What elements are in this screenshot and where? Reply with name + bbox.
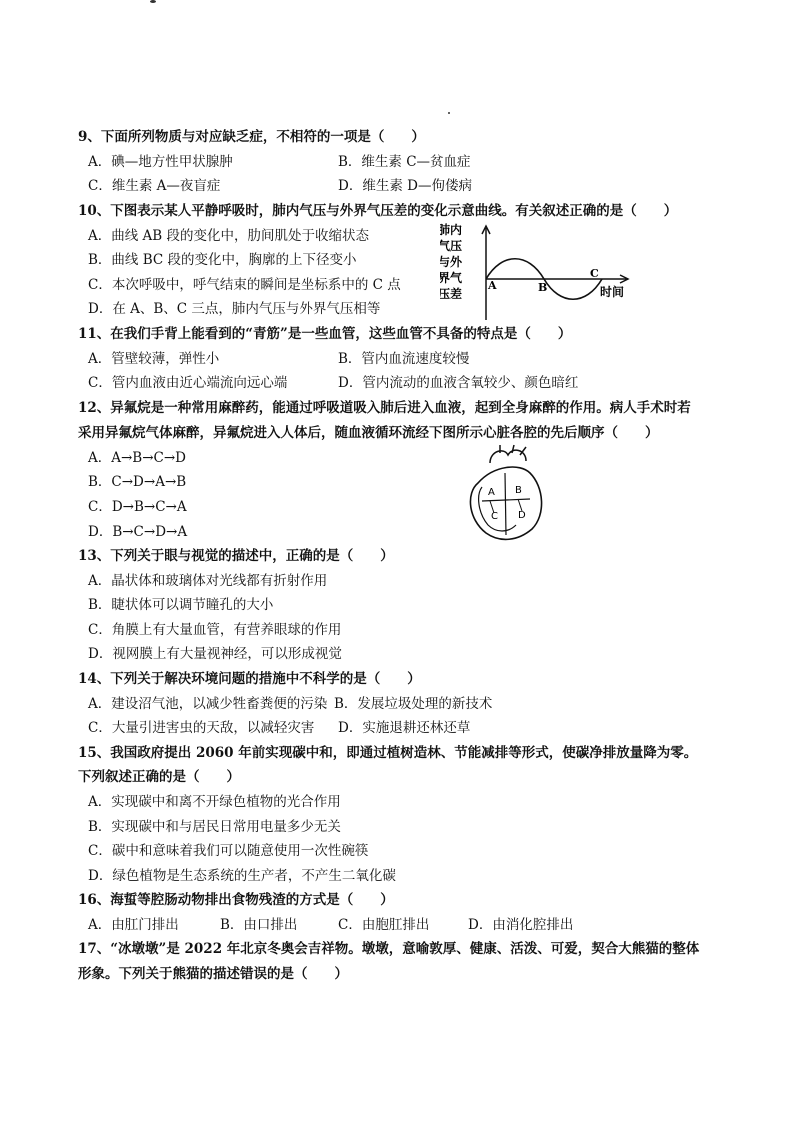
q11-option-d: D．管内流动的血液含氧较少、颜色暗红: [338, 375, 579, 391]
q12-option-b: B．C→D→A→B: [88, 474, 187, 490]
q16-stem: 16、海蜇等腔肠动物排出食物残渣的方式是（ ）: [78, 892, 394, 908]
q11-stem: 11、在我们手背上能看到的“青筋”是一些血管，这些血管不具备的特点是（ ）: [78, 326, 572, 342]
heart-label-c: C: [491, 511, 498, 522]
q10-option-d: D．在 A、B、C 三点，肺内气压与外界气压相等: [88, 301, 381, 317]
q13-option-c: C．角膜上有大量血管，有营养眼球的作用: [88, 622, 342, 638]
q9-option-b: B．维生素 C—贫血症: [338, 154, 471, 170]
q16-option-a: A．由肛门排出: [88, 917, 179, 933]
q11-option-b: B．管内血流速度较慢: [338, 351, 470, 367]
y-label-4: 界气: [440, 271, 463, 285]
q13-option-a: A．晶状体和玻璃体对光线都有折射作用: [88, 573, 328, 589]
q10-stem: 10、下图表示某人平静呼吸时，肺内气压与外界气压差的变化示意曲线。有关叙述正确的是（ ）: [78, 203, 678, 219]
heart-vessels: [490, 450, 526, 463]
heart-label-a: A: [488, 487, 495, 498]
q13-option-b: B．睫状体可以调节瞳孔的大小: [88, 597, 274, 613]
x-axis-label: 时间: [600, 285, 625, 299]
heart-label-b: B: [515, 485, 522, 496]
q9-option-a: A．碘—地方性甲状腺肿: [88, 154, 233, 170]
q14-option-a: A．建设沼气池，以减少牲畜粪便的污染: [88, 696, 328, 712]
point-a-label: A: [488, 279, 497, 292]
q16-option-c: C．由胞肛排出: [338, 917, 430, 933]
q9-option-c: C．维生素 A—夜盲症: [88, 178, 221, 194]
heart-svg: [460, 443, 550, 543]
heart-vessel-stubs: [500, 445, 526, 455]
q12-stem-line2: 采用异氟烷气体麻醉，异氟烷进入人体后，随血液循环流经下图所示心脏各腔的先后顺序（ ）: [78, 425, 659, 441]
q15-option-c: C．碳中和意味着我们可以随意使用一次性碗筷: [88, 843, 369, 859]
q12-option-a: A．A→B→C→D: [88, 450, 187, 466]
q11-option-a: A．管壁较薄，弹性小: [88, 351, 220, 367]
q14-option-d: D．实施退耕还林还草: [338, 720, 471, 736]
q16-option-d: D．由消化腔排出: [468, 917, 574, 933]
q12-option-d: D．B→C→D→A: [88, 524, 188, 540]
pressure-curve-figure: [440, 222, 640, 322]
q12-stem-line1: 12、异氟烷是一种常用麻醉药，能通过呼吸道吸入肺后进入血液，起到全身麻醉的作用。病人手术时若: [78, 400, 691, 416]
q14-option-c: C．大量引进害虫的天敌，以减轻灾害: [88, 720, 315, 736]
q12-option-c: C．D→B→C→A: [88, 499, 187, 515]
q9-stem: 9、下面所列物质与对应缺乏症，不相符的一项是（ ）: [78, 129, 425, 145]
y-label-1: 肺内: [440, 223, 463, 237]
q15-option-a: A．实现碳中和离不开绿色植物的光合作用: [88, 794, 341, 810]
q10-option-a: A．曲线 AB 段的变化中，肋间肌处于收缩状态: [88, 228, 370, 244]
q11-option-c: C．管内血液由近心端流向远心端: [88, 375, 288, 391]
q17-stem-line2: 形象。下列关于熊猫的描述错误的是（ ）: [78, 966, 348, 982]
q15-stem-line1: 15、我国政府提出 2060 年前实现碳中和，即通过植树造林、节能减排等形式，使碳净排放量降为零。: [78, 745, 698, 761]
q9-option-d: D．维生素 D—佝偻病: [338, 178, 472, 194]
heart-septum: [505, 473, 506, 535]
heart-inner-wall: [479, 487, 516, 531]
q10-option-b: B．曲线 BC 段的变化中，胸廓的上下径变小: [88, 252, 357, 268]
q15-option-d: D．绿色植物是生态系统的生产者，不产生二氧化碳: [88, 868, 396, 884]
q14-option-b: B．发展垃圾处理的新技术: [334, 696, 493, 712]
q13-stem: 13、下列关于眼与视觉的描述中，正确的是（ ）: [78, 548, 394, 564]
heart-label-d: D: [518, 510, 526, 521]
q15-stem-line2: 下列叙述正确的是（ ）: [78, 769, 240, 785]
point-b-label: B: [538, 281, 548, 294]
q15-option-b: B．实现碳中和与居民日常用电量多少无关: [88, 819, 341, 835]
point-c-label: C: [590, 267, 599, 280]
q10-option-c: C．本次呼吸中，呼气结束的瞬间是坐标系中的 C 点: [88, 277, 401, 293]
heart-figure: [460, 443, 550, 543]
scan-speck: [150, 0, 156, 3]
q17-stem-line1: 17、“冰墩墩”是 2022 年北京冬奥会吉祥物。墩墩，意喻敦厚、健康、活泼、可爱，契合大熊猫的整体: [78, 941, 700, 957]
q13-option-d: D．视网膜上有大量视神经，可以形成视觉: [88, 646, 342, 662]
y-label-5: 压差: [440, 287, 463, 301]
q14-stem: 14、下列关于解决环境问题的措施中不科学的是（ ）: [78, 671, 421, 687]
y-label-3: 与外: [440, 255, 463, 269]
q16-option-b: B．由口排出: [220, 917, 298, 933]
scan-speck: [448, 112, 450, 114]
pressure-curve-svg: [440, 222, 640, 322]
y-label-2: 气压: [440, 239, 463, 253]
